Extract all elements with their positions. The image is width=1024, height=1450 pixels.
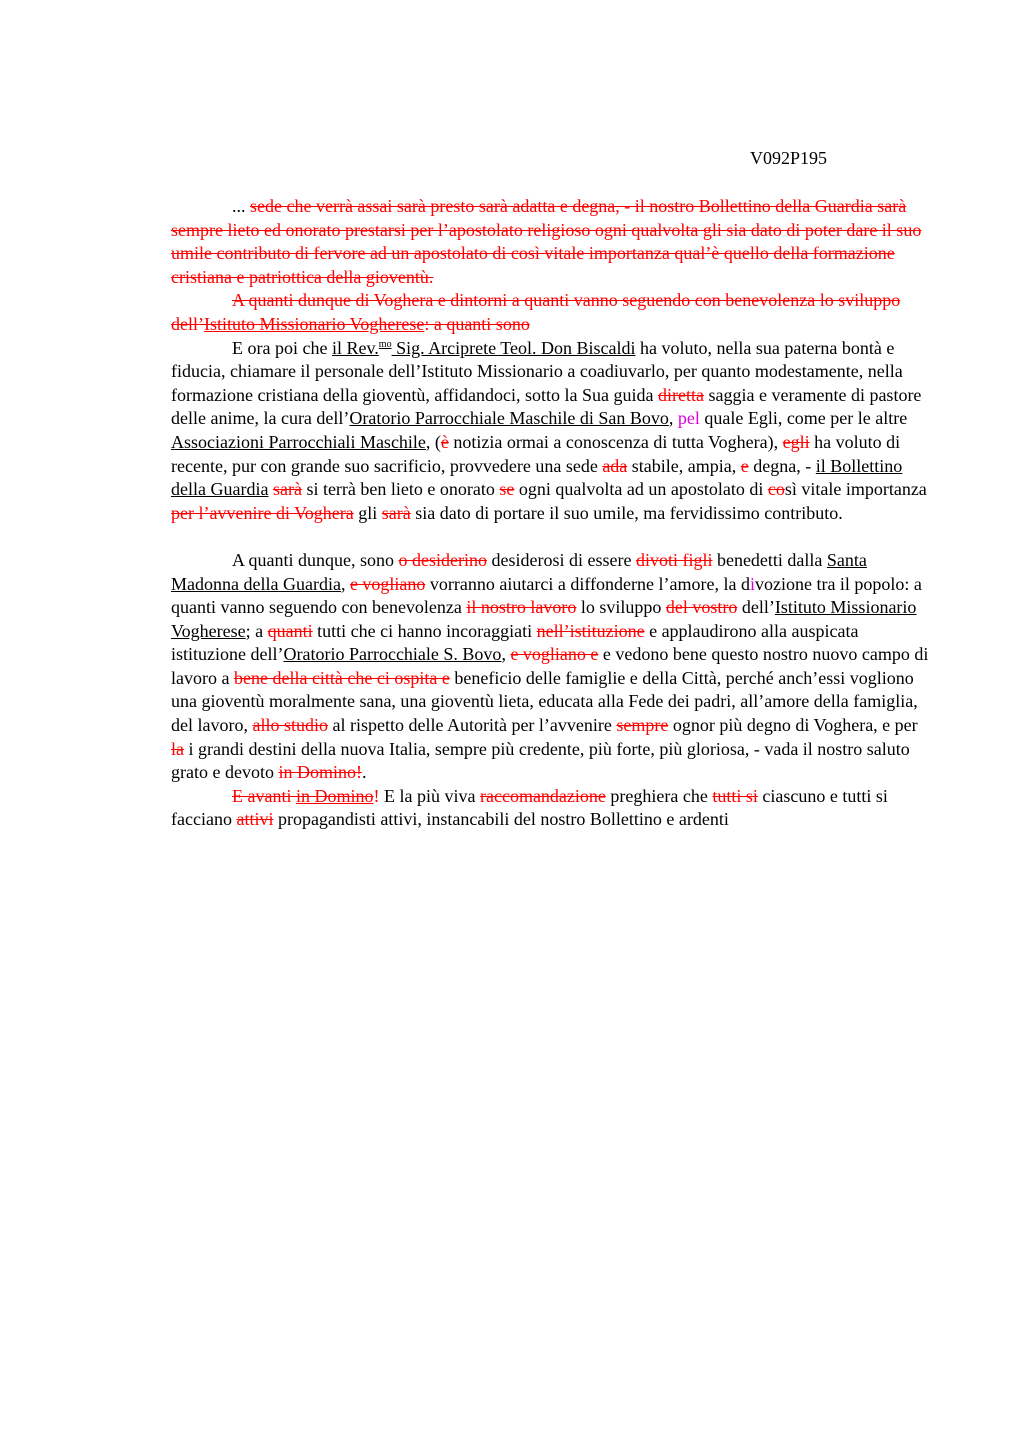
deleted-underlined-text: in Domino [295,785,374,806]
text-run: , ( [425,431,441,452]
deleted-text: : a quanti sono [424,313,530,334]
page-identifier: V092P195 [750,148,828,168]
text-run: A quanti dunque, sono [232,549,399,570]
deleted-text: è [440,431,449,452]
deleted-text: co [767,479,785,500]
deleted-text: egli [782,431,810,452]
paragraph-4 [171,549,931,785]
deleted-text: se [499,479,515,500]
text-run: saggia e veramente di pastore delle anime, la cura dell’ [171,384,922,429]
inserted-text: pel [677,408,700,429]
text-run: preghiera che [605,785,713,806]
text-run: benedetti dalla [712,549,827,570]
deleted-text: il nostro lavoro [466,597,577,618]
text-run: stabile, ampia, [627,455,741,476]
text-run: beneficio delle famiglie e della Città, perché anch’essi vogliono una gioventù moralmente sana, una gioventù lieta, educata alla Fede dei padri, all’amore della famiglia, del lavoro, [171,667,918,736]
deleted-text: bene della città che ci ospita e [233,667,450,688]
text-run: sia dato di portare il suo umile, ma fervidissimo contributo. [410,502,843,523]
inserted-text: i [749,573,755,594]
text-run: E ora poi che [232,337,332,358]
text-run: propagandisti attivi, instancabili del nostro Bollettino e ardenti [273,809,729,830]
text-run: vozione tra il popolo: a quanti vanno seguendo con benevolenza [171,573,922,618]
text-run: vorranno aiutarci a diffonderne l’amore, la d [425,573,750,594]
underlined-text: Santa Madonna della Guardia [171,549,867,594]
deleted-text: raccomandazione [479,785,606,806]
underlined-text: Istituto Missionario Vogherese [171,597,917,641]
text-run: si terrà ben lieto e onorato [301,479,500,500]
deleted-text: E avanti [232,785,296,806]
deleted-text: in Domino! [278,762,362,783]
text-run: ogni qualvolta ad un apostolato di [514,479,768,500]
text-run: E la più viva [379,785,480,806]
text-run: quale Egli, come per le altre [699,408,908,429]
underlined-text: Associazioni Parrocchiali Maschile [171,431,426,452]
deleted-text: per l’avvenire di Voghera [171,502,354,523]
deleted-text: sarà [272,479,302,500]
deleted-text: attivi [236,809,274,830]
text-run: , [501,644,511,665]
paragraph-2 [171,289,931,336]
text-run: desiderosi di essere [486,549,636,570]
deleted-text: allo studio [252,715,328,736]
underlined-text: Oratorio Parrocchiale Maschile di San Bovo [349,408,669,429]
text-run: ha voluto di recente, pur con grande suo sacrificio, provvedere una sede [171,431,901,476]
underlined-text: il Rev. [331,337,379,358]
text-run: gli [353,502,382,523]
deleted-underlined-text: Istituto Missionario Vogherese [204,313,425,334]
deleted-text: sarà [381,502,411,523]
text-run: ; a [245,620,268,641]
blank-line [171,525,931,549]
deleted-text: e vogliano [349,573,426,594]
deleted-text: sempre [616,715,669,736]
deleted-text: e [740,455,749,476]
text-run: ciascuno e tutti si facciano [171,785,888,830]
deleted-text: A quanti dunque di Voghera e dintorni a quanti vanno seguendo con benevolenza lo sviluppo dell’ [171,290,901,334]
text-run: e vedono bene questo nostro nuovo campo di lavoro a [171,644,929,688]
deleted-text: la [171,738,184,759]
text-run: notizia ormai a conoscenza di tutta Voghera), [448,431,783,452]
deleted-text: divoti figli [635,549,713,570]
text-run: ha voluto, nella sua paterna bontà e fiducia, chiamare il personale dell’Istituto Missionario a coadiuvarlo, per quanto modestamente, nella formazione cristiana della gioventù, affidandoci, sotto la Sua guida [171,337,903,405]
deleted-text: tutti si [712,785,758,806]
text-run: lo sviluppo [576,597,666,618]
paragraph-3 [171,337,931,526]
text-run: al rispetto delle Autorità per l’avvenire [327,715,617,736]
text-run: degna, - [748,455,816,476]
text-run: . [361,762,367,783]
underlined-text: il Bollettino della Guardia [171,455,903,500]
inserted-text: ! [373,785,380,806]
deleted-text: e vogliano e [510,644,599,665]
superscript-text: mo [378,338,392,350]
text-run: i grandi destini della nuova Italia, sempre più credente, più forte, più gloriosa, - vada il nostro saluto grato e devoto [171,738,910,783]
deleted-text: nell’istituzione [536,620,645,641]
document-body [171,195,931,832]
text-run: , [340,573,350,594]
text-run: dell’ [737,597,775,618]
deleted-text: diretta [658,384,705,405]
deleted-text: del vostro [665,597,738,618]
text-run: sì vitale importanza [784,479,927,500]
deleted-text: o desiderino [398,549,487,570]
underlined-text: Oratorio Parrocchiale S. Bovo [283,644,502,665]
deleted-text: sede che verrà assai sarà presto sarà adatta e degna, - il nostro Bollettino della Guardia sarà sempre lieto ed onorato prestarsi per l’apostolato religioso ogni qualvolta gli sia dato di poter dare il suo umile contributo di fervore ad un apostolato di così vitale importanza qual’è quello della formazione cristiana e patriottica della gioventù. [171,196,922,287]
text-run: tutti che ci hanno incoraggiati [312,620,537,641]
text-run: ... [232,196,250,216]
text-run: e applaudirono alla auspicata istituzione dell’ [171,620,859,665]
deleted-text: quanti [267,620,313,641]
paragraph-1 [171,195,931,289]
text-run: , [668,408,678,429]
deleted-text: ada [602,455,628,476]
underlined-text: Sig. Arciprete Teol. Don Biscaldi [391,337,636,358]
paragraph-5 [171,785,931,832]
text-run: ognor più degno di Voghera, e per [668,715,918,736]
